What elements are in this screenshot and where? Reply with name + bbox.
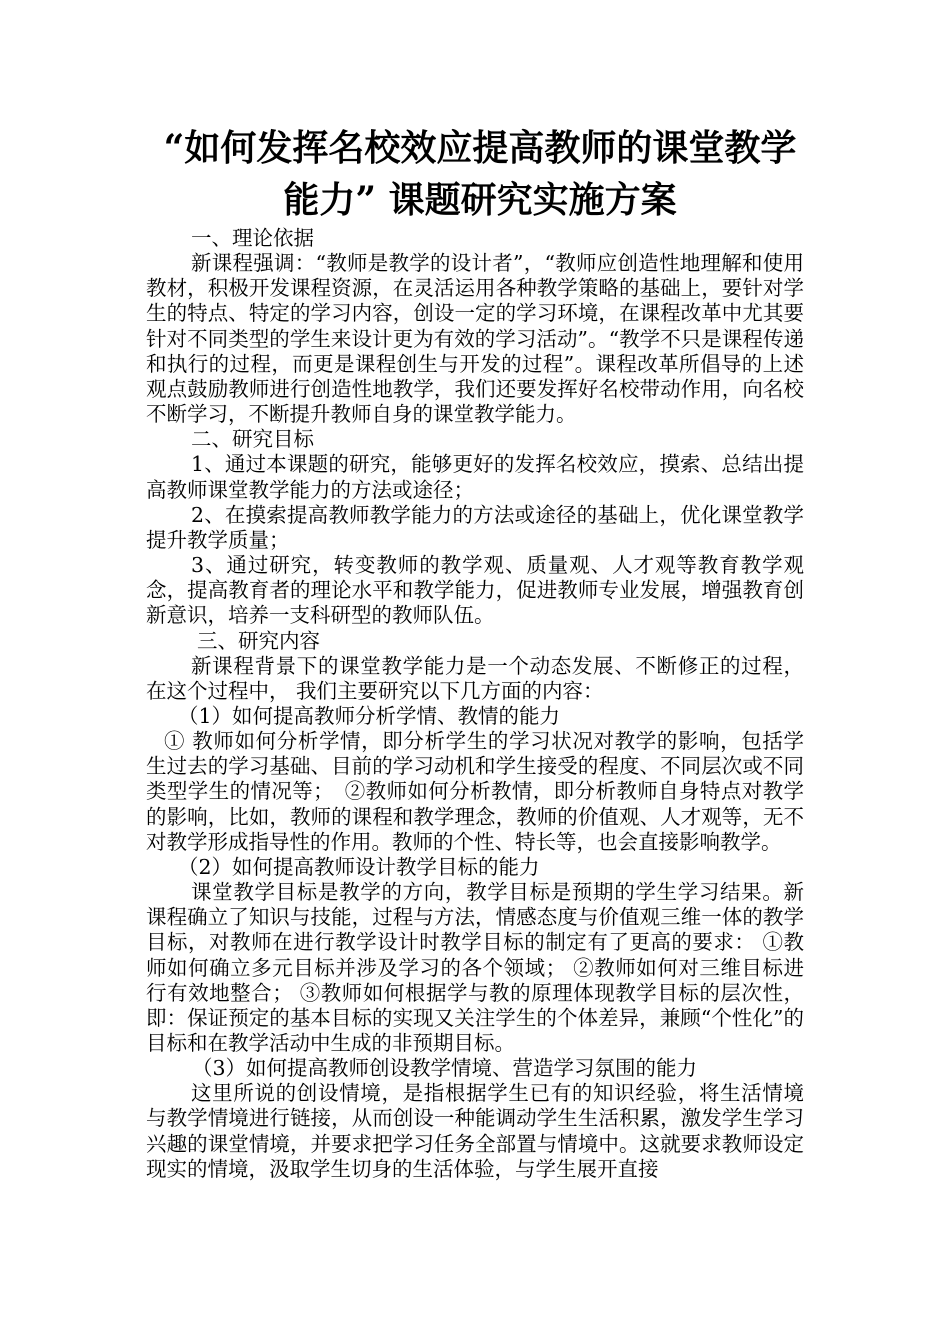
goal-item-3: 3、通过研究，转变教师的教学观、质量观、人才观等教育教学观念，提高教育者的理论水平和教学能力，促进教师专业发展，增强教育创新意识，培养一支科研型的教师队伍。 — [146, 553, 804, 628]
subsection-text-3: 这里所说的创设情境，是指根据学生已有的知识经验，将生活情境与教学情境进行链接，从而创设一种能调动学生生活积累，激发学生学习兴趣的课堂情境，并要求把学习任务全部置与情境中。这就要求教师设定现实的情境，汲取学生切身的生活体验，与学生展开直接 — [146, 1081, 804, 1181]
document-body — [146, 226, 804, 1182]
basis-paragraph: 新课程强调：“教师是教学的设计者”，“教师应创造性地理解和使用教材，积极开发课程资源，在灵活运用各种教学策略的基础上，要针对学生的特点、特定的学习内容，创设一定的学习环境，在课程改革中尤其要针对不同类型的学生来设计更为有效的学习活动”。“教学不只是课程传递和执行的过程，而更是课程创生与开发的过程”。课程改革所倡导的上述观点鼓励教师进行创造性地教学，我们还要发挥好名校带动作用，向名校不断学习，不断提升教师自身的课堂教学能力。 — [146, 251, 804, 427]
subsection-text-2: 课堂教学目标是教学的方向，教学目标是预期的学生学习结果。新课程确立了知识与技能，过程与方法，情感态度与价值观三维一体的教学目标，对教师在进行教学设计时教学目标的制定有了更高的要求： ①教师如何确立多元目标并涉及学习的各个领域； ②教师如何对三维目标进行有效地整合； ③教师如何根据学与教的原理体现教学目标的层次性，即：保证预定的基本目标的实现又关注学生的个体差异，兼顾“个性化”的目标和在教学活动中生成的非预期目标。 — [146, 880, 804, 1055]
goal-item-2: 2、在摸索提高教师教学能力的方法或途径的基础上，优化课堂教学提升教学质量； — [146, 502, 804, 552]
subsection-heading-1: （1）如何提高教师分析学情、教情的能力 — [178, 703, 561, 728]
subsection-text-1: ① 教师如何分析学情，即分析学生的学习状况对教学的影响，包括学生过去的学习基础、目前的学习动机和学生接受的程度、不同层次或不同类型学生的情况等； ②教师如何分析教情，即分析教师自身特点对教学的影响，比如，教师的课程和教学理念，教师的价值观、人才观等，无不对教学形成指导性的作用。教师的个性、特长等，也会直接影响教学。 — [146, 729, 804, 854]
title-line-1: “如何发挥名校效应提高教师的课堂教学 — [163, 127, 797, 169]
document-title — [120, 122, 840, 226]
goal-item-1: 1、通过本课题的研究，能够更好的发挥名校效应，摸索、总结出提高教师课堂教学能力的方法或途径； — [146, 452, 804, 502]
subsection-heading-3: （3）如何提高教师创设教学情境、营造学习氛围的能力 — [192, 1056, 698, 1081]
section-heading-basis: 一、理论依据 — [191, 226, 314, 250]
title-line-2: 能力” 课题研究实施方案 — [283, 179, 677, 221]
section-heading-content: 三、研究内容 — [197, 628, 320, 653]
section-heading-goals: 二、研究目标 — [191, 427, 314, 452]
subsection-heading-2: （2）如何提高教师设计教学目标的能力 — [178, 854, 540, 879]
content-intro: 新课程背景下的课堂教学能力是一个动态发展、不断修正的过程，在这个过程中， 我们主要研究以下几方面的内容： — [146, 653, 804, 703]
